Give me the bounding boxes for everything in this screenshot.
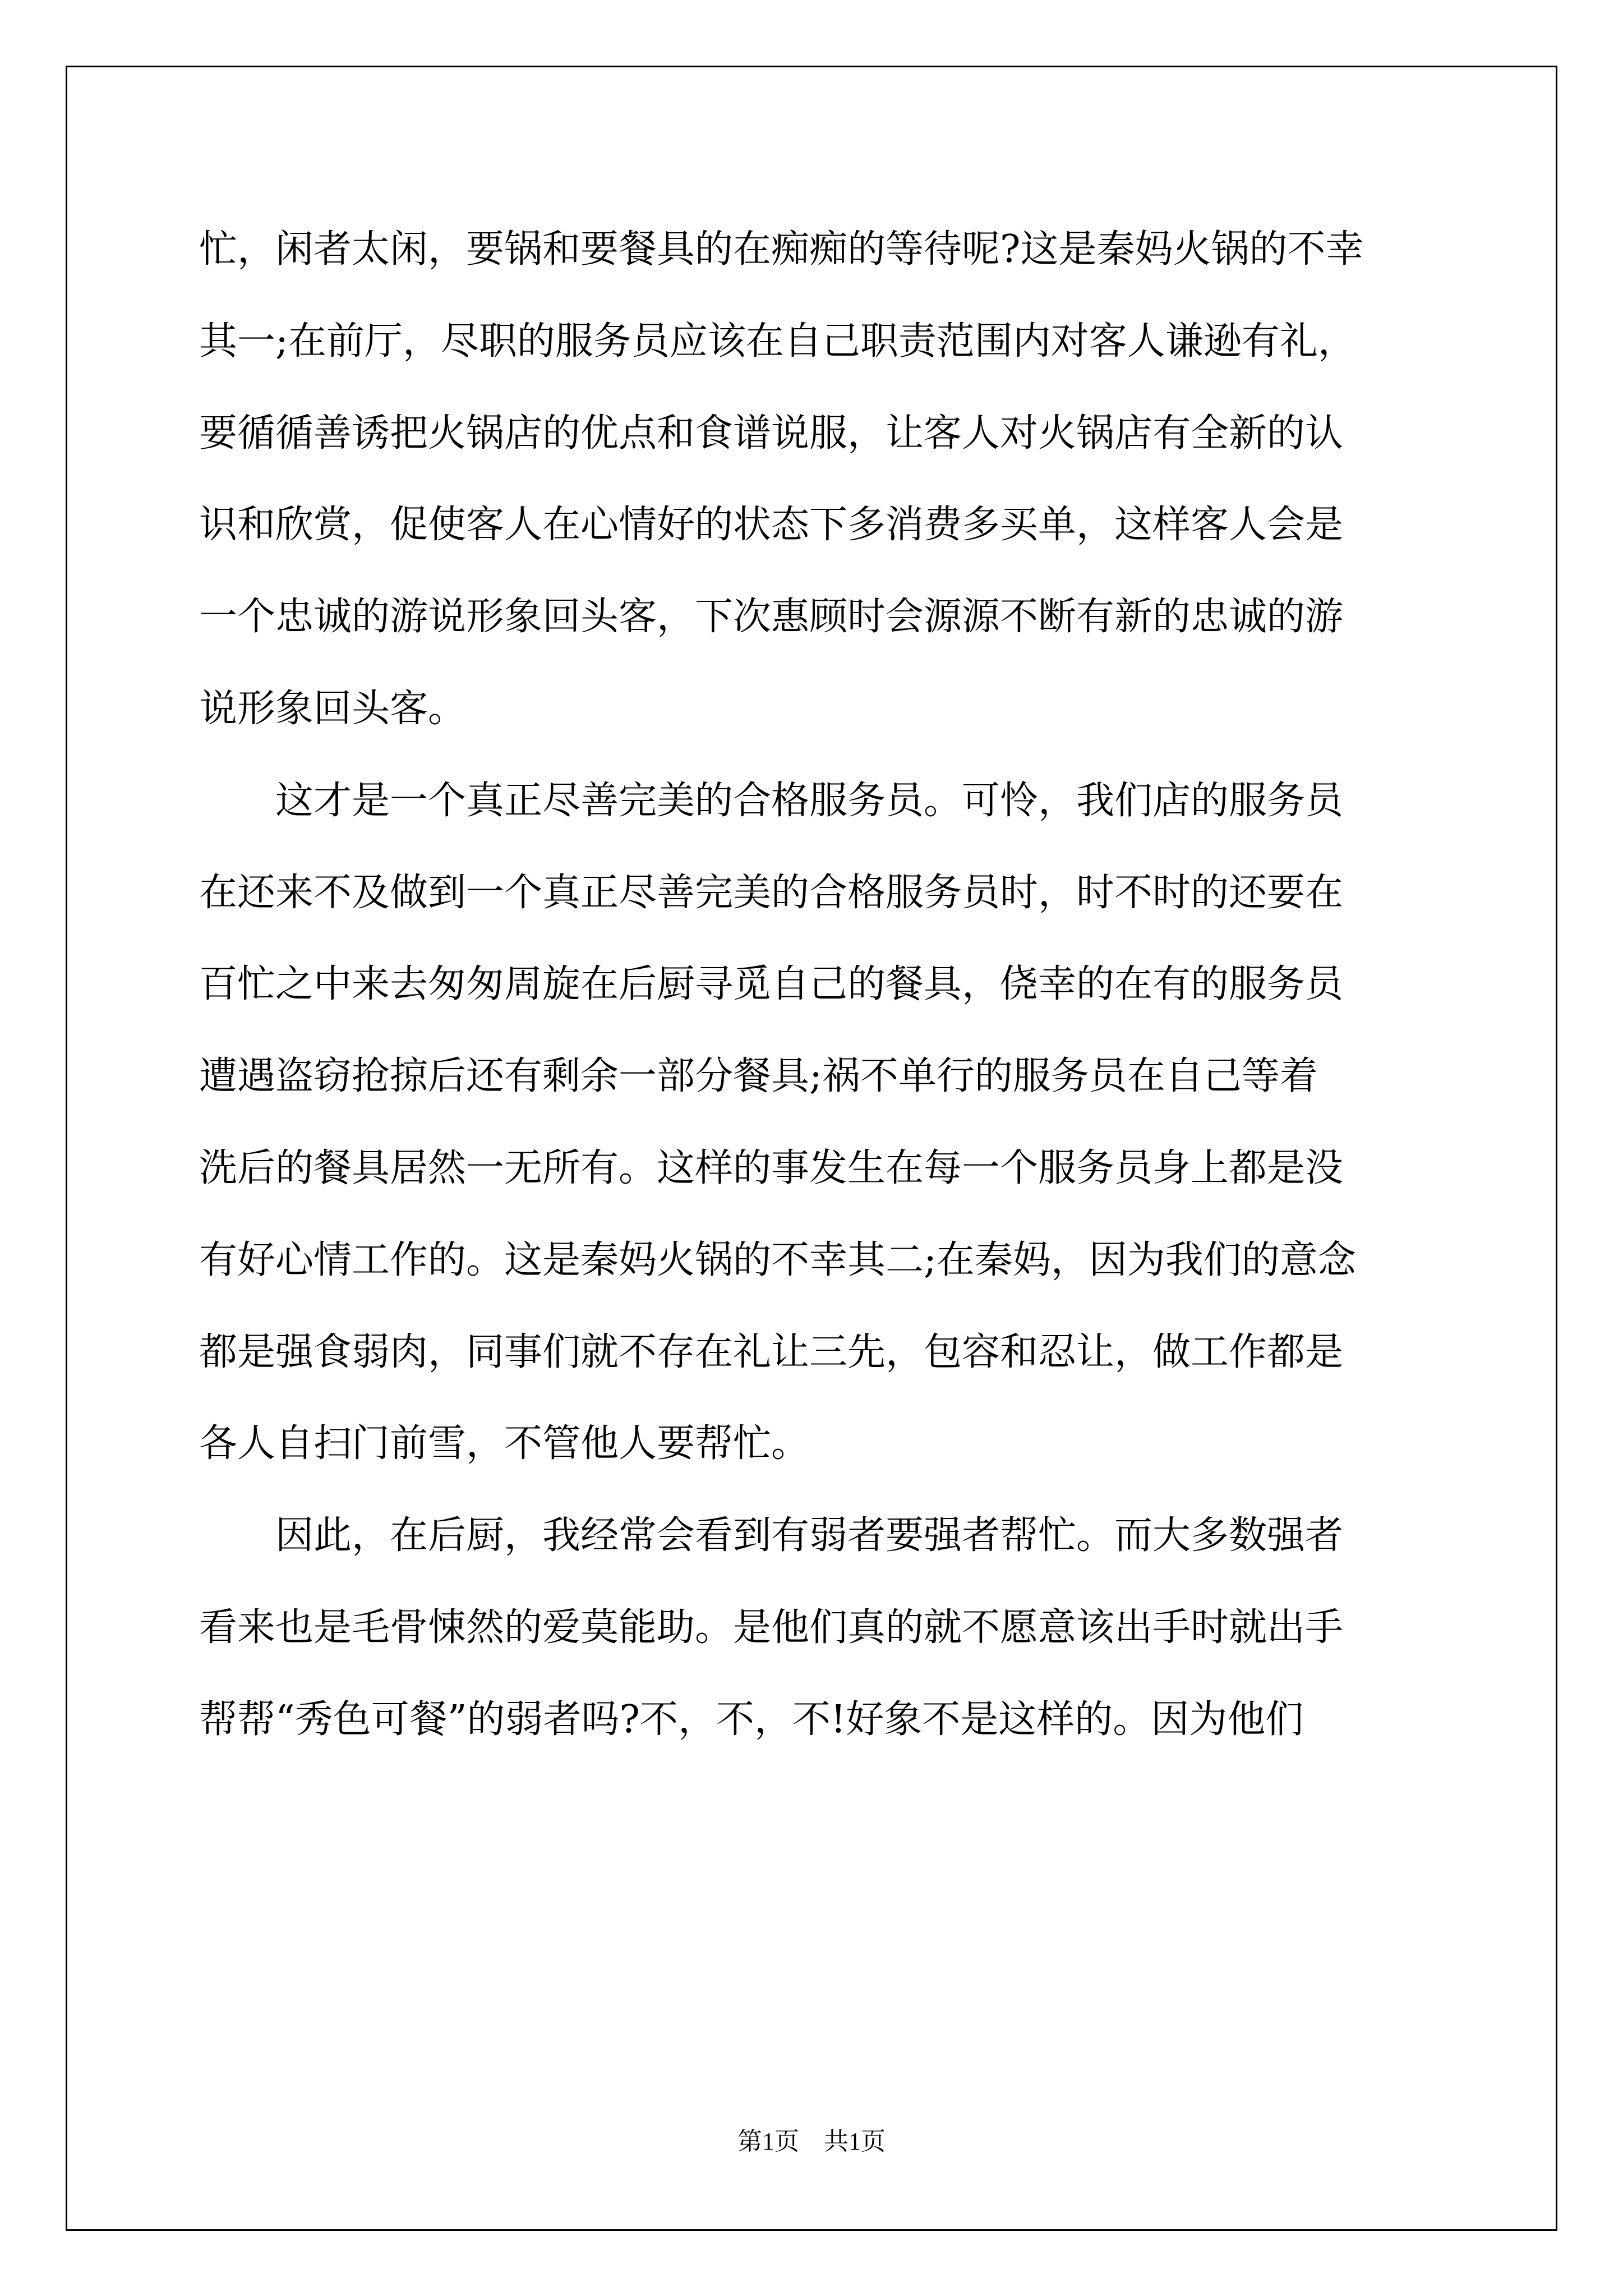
- text-line: 洗后的餐具居然一无所有。这样的事发生在每一个服务员身上都是没: [199, 1145, 1344, 1190]
- text-line: 各人自扫门前雪，不管他人要帮忙。: [199, 1421, 810, 1466]
- text-line: 其一;在前厅，尽职的服务员应该在自己职责范围内对客人谦逊有礼，: [199, 319, 1356, 364]
- text-line: 要循循善诱把火锅店的优点和食谱说服，让客人对火锅店有全新的认: [199, 411, 1344, 455]
- text-line: 忙，闲者太闲，要锅和要餐具的在痴痴的等待呢?这是秦妈火锅的不幸: [199, 227, 1364, 272]
- text-line: 这才是一个真正尽善完美的合格服务员。可怜，我们店的服务员: [199, 778, 1344, 823]
- document-body: [199, 222, 1444, 1784]
- text-line: 遭遇盗窃抢掠后还有剩余一部分餐具;祸不单行的服务员在自己等着: [199, 1054, 1318, 1099]
- text-line: 说形象回头客。: [199, 686, 467, 731]
- text-line: 帮帮“秀色可餐”的弱者吗?不，不，不!好象不是这样的。因为他们: [199, 1697, 1304, 1742]
- text-line: 因此，在后厨，我经常会看到有弱者要强者帮忙。而大多数强者: [199, 1513, 1344, 1558]
- text-line: 百忙之中来去匆匆周旋在后厨寻觅自己的餐具，侥幸的在有的服务员: [199, 962, 1344, 1007]
- text-line: 都是强食弱肉，同事们就不存在礼让三先，包容和忍让，做工作都是: [199, 1329, 1344, 1374]
- text-line: 一个忠诚的游说形象回头客，下次惠顾时会源源不断有新的忠诚的游: [199, 595, 1344, 639]
- text-line: 在还来不及做到一个真正尽善完美的合格服务员时，时不时的还要在: [199, 870, 1344, 915]
- text-line: 看来也是毛骨悚然的爱莫能助。是他们真的就不愿意该出手时就出手: [199, 1605, 1344, 1650]
- text-line: 识和欣赏，促使客人在心情好的状态下多消费多买单，这样客人会是: [199, 503, 1344, 547]
- page-number-footer: 第1页 共1页: [737, 2128, 886, 2155]
- text-line: 有好心情工作的。这是秦妈火锅的不幸其二;在秦妈，因为我们的意念: [199, 1237, 1356, 1282]
